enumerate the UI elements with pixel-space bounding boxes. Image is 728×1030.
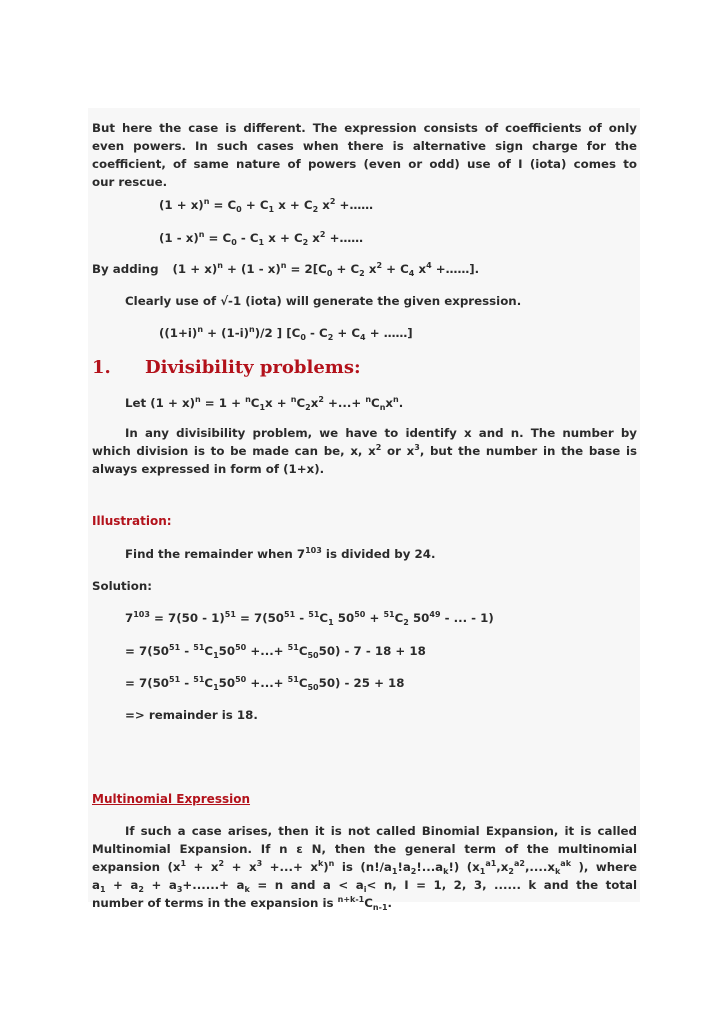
para-line-3: always expressed in form of (1+x). (92, 462, 325, 476)
multinomial-heading: Multinomial Expression (92, 792, 251, 806)
solution-label: Solution: (92, 579, 152, 593)
multi-line-5: number of terms in the expansion is $^{n+k-1}C_{n-1}$. (92, 895, 392, 913)
para-line-2: which division is to be made can be, x, $x^2$ or $x^3$, but the number in the base is (92, 443, 638, 458)
divisibility-paragraph (92, 424, 637, 478)
solution-result: => remainder is 18. (125, 708, 258, 722)
para-line-1: In any divisibility problem, we have to identify x and n. The number by (125, 426, 637, 440)
section-number: 1. (92, 357, 111, 378)
iota-note: Clearly use of √-1 (iota) will generate the given expression. (125, 294, 522, 308)
document-page (88, 108, 640, 902)
multi-line-1: If such a case arises, then it is not called Binomial Expansion, it is called (125, 824, 637, 838)
binomial-general-expansion: Let $(1 + x)^n = 1 + ^nC_1x + ^nC_2x^2$ +...+ $^nC_nx^n$. (125, 395, 404, 413)
equation-adding: By adding $(1 + x)^n + (1 - x)^n = 2[C_0 + C_2$ $x^2 + C_4$ $x^4$ +……]. (92, 261, 480, 279)
solution-step-3: = $7(50^{51} - ^{51}C_150^{50}$ +...+ $^{51}C_{50}50) - 25 + 18$ (125, 675, 405, 693)
equation-expansion-minus: $(1 - x)^n = C_0 - C_1$ $x + C_2$ $x^2$ +…… (159, 230, 364, 248)
multi-line-4: $a_1 + a_2 + a_3+......+ a_k = n$ and $a < a_i< n$, I = 1, 2, 3, ...... k and the total (92, 878, 637, 895)
intro-line-1: But here the case is different. The expression consists of coefficients of only (92, 121, 637, 135)
illustration-label: Illustration: (92, 514, 172, 528)
equation-expansion-plus: $(1 + x)^n = C_0 + C_1$ $x + C_2$ $x^2$ +…… (159, 197, 374, 215)
equation-iota: $((1+i)^n + (1-i)^n)/2$ ] [$C_0 - C_2 + C_4$ + ……] (159, 325, 413, 343)
section-title: Divisibility problems: (145, 357, 361, 378)
multi-line-3: expansion ($x^1 + x^2 + x^3$ +...+ $x^k)^n$ is $(n!/a_1!a_2!...a_k!)$ ($x_1^{a1},x_2^{a2},....x_k^{ak}$ ), where (92, 859, 637, 877)
solution-step-2: = $7(50^{51} - ^{51}C_150^{50}$ +...+ $^{51}C_{50}50) - 7 - 18 + 18$ (125, 643, 426, 661)
intro-line-2: even powers. In such cases when there is alternative sign charge for the (92, 139, 637, 153)
multi-line-2: Multinomial Expansion. If n ε N, then the general term of the multinomial (92, 842, 637, 856)
intro-paragraph (92, 119, 637, 191)
intro-line-3: coefficient, of same nature of powers (even or odd) use of I (iota) comes to (92, 157, 637, 171)
multinomial-paragraph (92, 822, 637, 912)
problem-statement: Find the remainder when $7^{103}$ is divided by 24. (125, 546, 436, 561)
solution-step-1: $7^{103} = 7(50 - 1)^{51} = 7(50^{51} - ^{51}C_1$ $50^{50} + ^{51}C_2$ $50^{49}$ - ... - 1) (125, 610, 494, 628)
intro-line-4: our rescue. (92, 175, 168, 189)
